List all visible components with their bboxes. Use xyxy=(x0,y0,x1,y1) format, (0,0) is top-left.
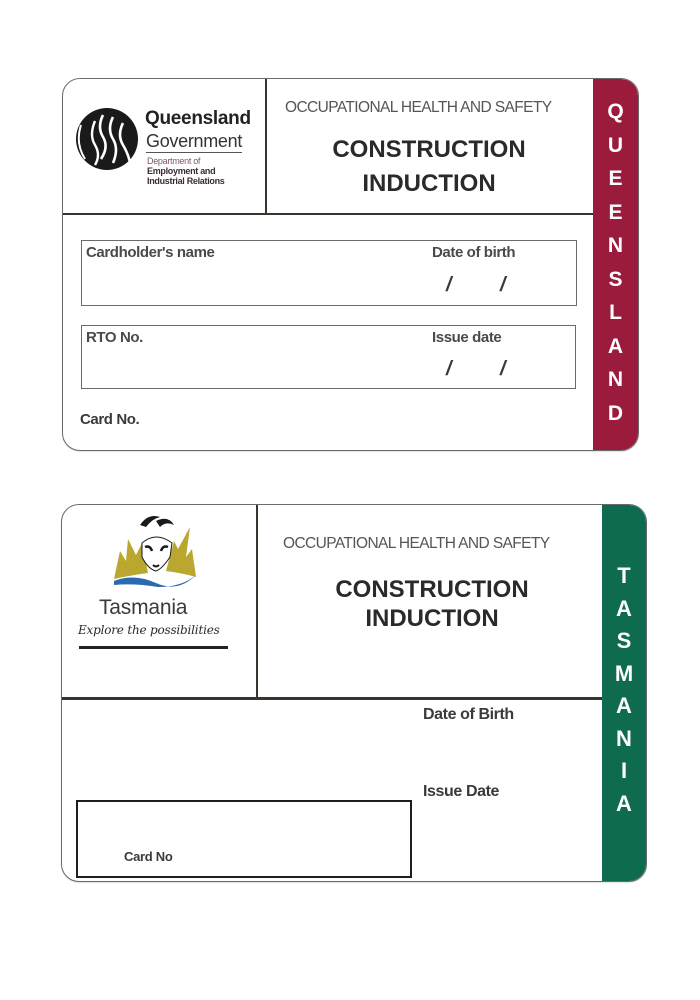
date-separator: / xyxy=(446,358,452,380)
tasmania-logo-underline xyxy=(79,646,228,649)
queensland-logo-name: Queensland xyxy=(145,108,251,129)
card-number-label: Card No xyxy=(124,849,173,864)
header-title xyxy=(268,133,590,201)
department-line-2: Employment and xyxy=(147,166,216,176)
department-line-3: Industrial Relations xyxy=(147,176,225,186)
issue-date-label: Issue date xyxy=(432,329,502,346)
date-separator: / xyxy=(500,274,506,296)
card-number-field[interactable] xyxy=(76,800,412,878)
side-letter: A xyxy=(616,790,632,816)
tasmania-devil-logo-icon xyxy=(112,513,198,595)
rto-number-label: RTO No. xyxy=(86,329,143,346)
side-letter: M xyxy=(614,660,634,686)
header-title-line-2: INDUCTION xyxy=(362,170,496,197)
rto-number-field[interactable] xyxy=(81,325,576,389)
side-letter: I xyxy=(620,758,628,783)
queensland-side-bar xyxy=(593,79,638,450)
side-letter: U xyxy=(607,133,624,157)
side-letter: N xyxy=(607,234,624,257)
cardholder-name-field[interactable] xyxy=(81,240,577,306)
header-title xyxy=(257,575,607,633)
queensland-induction-card xyxy=(62,78,639,451)
side-letter: S xyxy=(608,267,623,291)
side-letter: A xyxy=(607,334,624,358)
header-horizontal-divider xyxy=(63,213,595,215)
side-letter: S xyxy=(616,628,632,653)
department-line-1: Department of xyxy=(147,156,201,166)
date-of-birth-label: Date of birth xyxy=(432,244,516,261)
side-letter: Q xyxy=(607,100,624,123)
cardholder-name-label: Cardholder's name xyxy=(86,244,215,261)
tasmania-side-bar xyxy=(602,505,646,881)
side-letter: L xyxy=(609,301,622,324)
header-horizontal-divider xyxy=(62,697,604,700)
card-number-label: Card No. xyxy=(80,411,140,428)
side-letter: N xyxy=(607,368,624,391)
side-letter: E xyxy=(608,200,623,224)
side-letter: D xyxy=(607,401,624,425)
header-subtitle: OCCUPATIONAL HEALTH AND SAFETY xyxy=(285,99,552,116)
queensland-logo-government: Government xyxy=(146,131,243,151)
tasmania-logo-tagline: Explore the possibilities xyxy=(78,623,220,637)
header-vertical-divider xyxy=(265,79,267,214)
date-of-birth-label: Date of Birth xyxy=(423,706,514,723)
header-title-line-1: CONSTRUCTION xyxy=(332,136,526,163)
queensland-logo-department xyxy=(147,156,225,186)
date-separator: / xyxy=(446,274,452,296)
tasmania-induction-card xyxy=(61,504,647,882)
side-letter: A xyxy=(616,595,632,621)
header-subtitle: OCCUPATIONAL HEALTH AND SAFETY xyxy=(283,535,550,552)
side-letter: E xyxy=(608,167,623,190)
side-letter: T xyxy=(617,563,631,588)
header-title-line-1: CONSTRUCTION xyxy=(335,576,529,603)
queensland-emblem-icon xyxy=(73,105,145,177)
tasmania-logo-name: Tasmania xyxy=(99,596,188,619)
side-letter: A xyxy=(616,693,632,718)
side-letter: N xyxy=(616,725,632,751)
date-separator: / xyxy=(500,358,506,380)
issue-date-label: Issue Date xyxy=(423,783,500,800)
header-title-line-2: INDUCTION xyxy=(365,605,499,632)
